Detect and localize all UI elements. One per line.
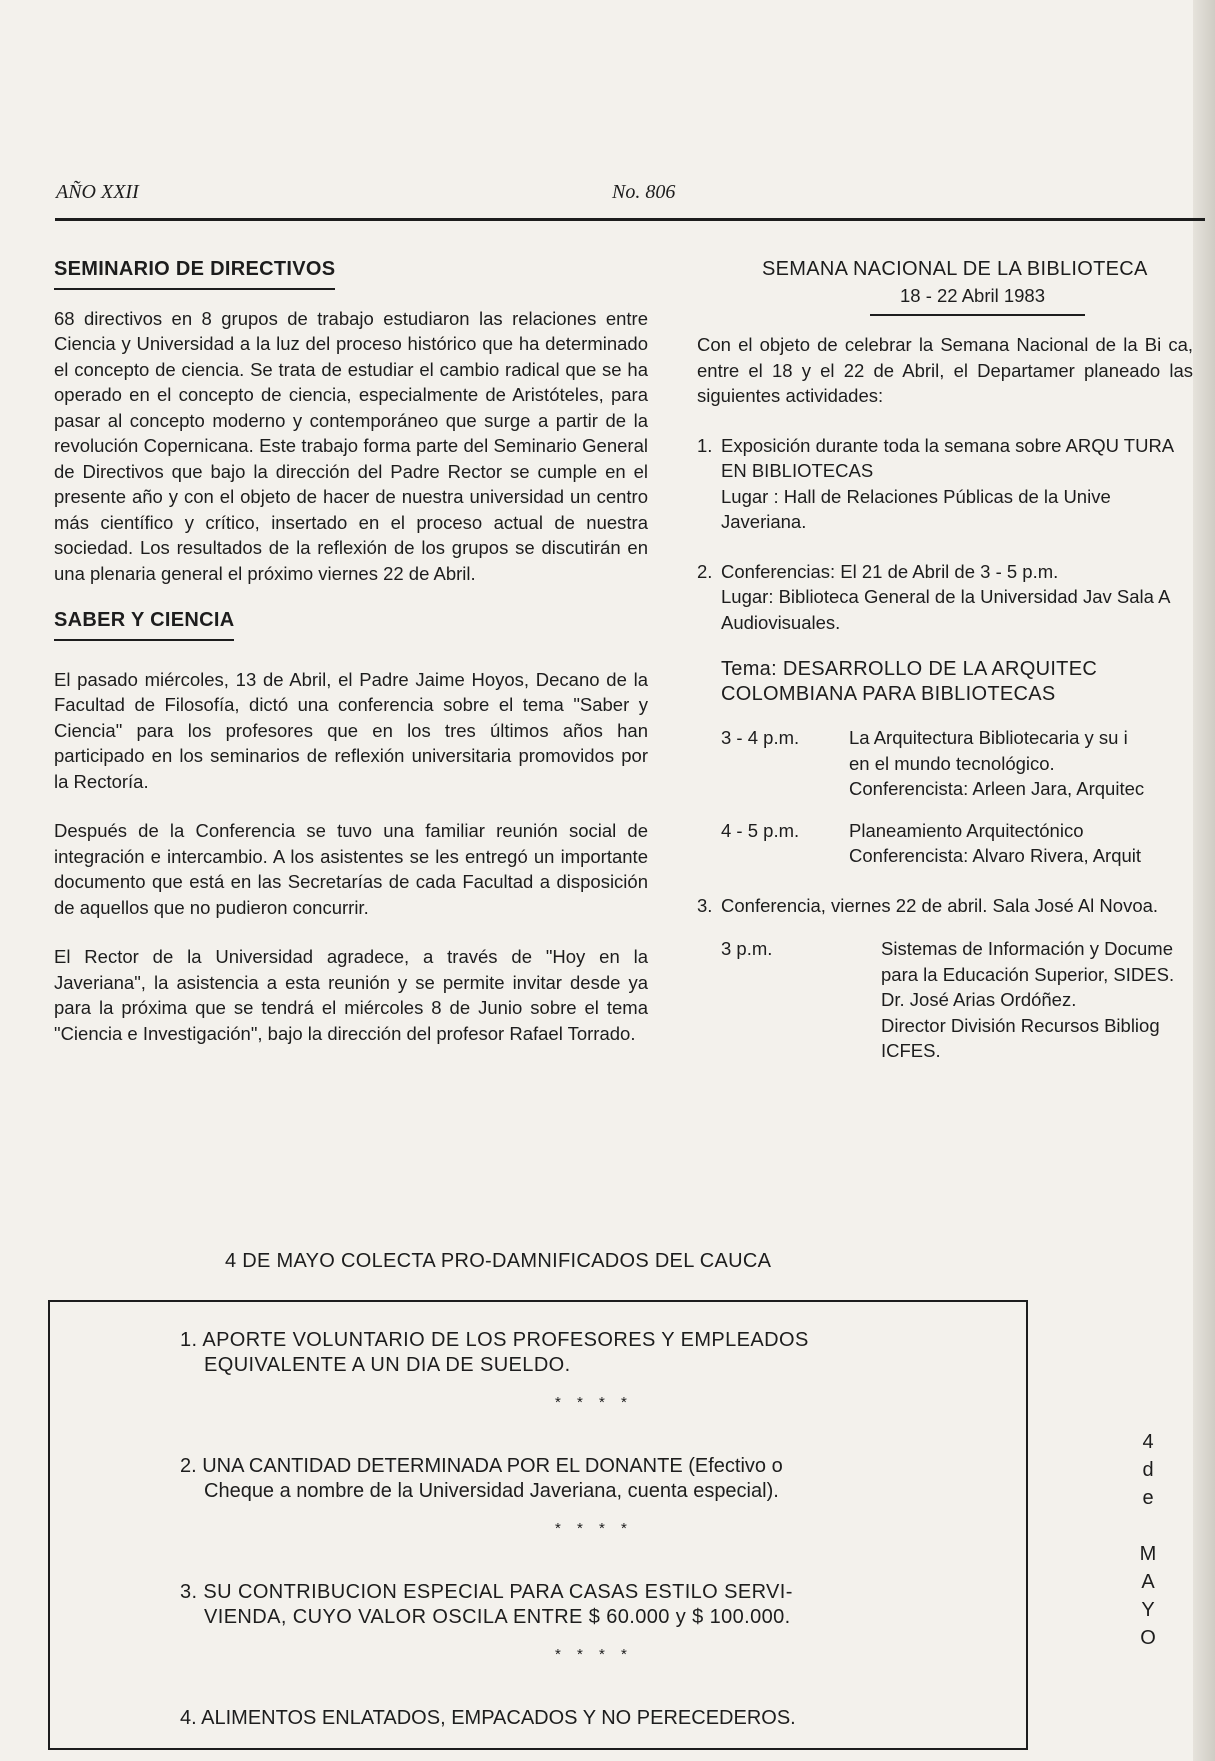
activity-2-place: Lugar: Biblioteca General de la Universidad Jav Sala A Audiovisuales. — [721, 586, 1170, 633]
separator-1: * * * * — [555, 1394, 633, 1411]
left-column — [54, 257, 648, 1046]
semana-dates: 18 - 22 Abril 1983 — [870, 283, 1085, 317]
semana-intro: Con el objeto de celebrar la Semana Nacional de la Bi ca, entre el 18 y el 22 de Abril, el Departamer planeado las siguientes actividades: — [697, 334, 1193, 406]
header-rule — [55, 218, 1205, 221]
saber-paragraph-3: El Rector de la Universidad agradece, a través de "Hoy en la Javeriana", la asistencia a esta reunión y se permite invitar desde ya para la próxima que se tendrá el miércoles 8 de Junio sobre el tema "Ciencia e Investigación", bajo la dirección del profesor Rafael Torrado. — [54, 946, 648, 1044]
session-3: 3 p.m. Sistemas de Información y Docume para la Educación Superior, SIDES. Dr. José Arias Ordóñez. Director División Recursos Bibliog ICFES. — [721, 938, 1175, 1061]
seminario-body: 68 directivos en 8 grupos de trabajo estudiaron las relaciones entre Ciencia y Universidad a la luz del proceso histórico que ha determinado el concepto de ciencia. Se trata de estudiar el cambio radical que se ha operado en el concepto de ciencia, especialmente de Aristóteles, para pasar al concepto moderno y contemporáneo que surge a partir de la revolución Copernicana. Este trabajo forma parte del Seminario General de Directivos que bajo la dirección del Padre Rector se cumple en el presente año y con el objeto de hacer de nuestra universidad un centro más científico y crítico, insertado en el proceso actual de nuestra sociedad. Los resultados de la reflexión de los grupos se discutirán en una plenaria general el próximo viernes 22 de Abril. — [54, 307, 648, 584]
separator-2: * * * * — [555, 1520, 633, 1537]
activity-1-text: Exposición durante toda la semana sobre ARQU TURA EN BIBLIOTECAS — [721, 434, 1174, 481]
activity-2-text: Conferencias: El 21 de Abril de 3 - 5 p.m. — [721, 560, 1059, 582]
activity-3: 3. Conferencia, viernes 22 de abril. Sala José Al Novoa. 3 p.m. Sistemas de Información y Docume para la Educación Superior, SIDES. Dr. José Arias Ordóñez. Director División Recursos Bibliog ICFES. — [697, 893, 1193, 1064]
seminario-title: SEMINARIO DE DIRECTIVOS — [54, 257, 648, 290]
activity-3-text: Conferencia, viernes 22 de abril. Sala José Al Novoa. — [721, 894, 1159, 916]
page-edge — [1193, 0, 1215, 1761]
session-1: 3 - 4 p.m. La Arquitectura Bibliotecaria y su i en el mundo tecnológico. Conferencista: Arleen Jara, Arquitec — [721, 727, 1145, 799]
colecta-title: 4 DE MAYO COLECTA PRO-DAMNIFICADOS DEL CAUCA — [225, 1250, 772, 1272]
colecta-item-3: 3. SU CONTRIBUCION ESPECIAL PARA CASAS ESTILO SERVI- VIENDA, CUYO VALOR OSCILA ENTRE $ 60.000 y $ 100.000. — [180, 1581, 793, 1628]
semana-heading — [697, 257, 1193, 316]
colecta-item-2: 2. UNA CANTIDAD DETERMINADA POR EL DONANTE (Efectivo o Cheque a nombre de la Universidad Javeriana, cuenta especial). — [180, 1455, 783, 1502]
saber-paragraph-2: Después de la Conferencia se tuvo una familiar reunión social de integración e intercambio. A los asistentes se les entregó un importante documento que está en las Secretarías de cada Facultad a disposición de aquellos que no pudieron concurrir. — [54, 820, 648, 918]
vertical-date: 4 d e M A Y O — [1139, 1431, 1157, 1649]
issue-year: AÑO XXII — [56, 181, 139, 203]
colecta-item-1: 1. APORTE VOLUNTARIO DE LOS PROFESORES Y EMPLEADOS EQUIVALENTE A UN DIA DE SUELDO. — [180, 1329, 809, 1376]
right-column — [697, 257, 1193, 1064]
saber-title: SABER Y CIENCIA — [54, 608, 648, 641]
colecta-item-4: 4. ALIMENTOS ENLATADOS, EMPACADOS Y NO PERECEDEROS. — [180, 1707, 796, 1729]
activity-1: 1. Exposición durante toda la semana sobre ARQU TURA EN BIBLIOTECAS Lugar : Hall de Relaciones Públicas de la Unive Javeriana. — [697, 433, 1193, 535]
issue-number: No. 806 — [612, 181, 676, 203]
colecta-box — [48, 1300, 1028, 1750]
activity-2: 2. Conferencias: El 21 de Abril de 3 - 5 p.m. Lugar: Biblioteca General de la Universidad Jav Sala A Audiovisuales. Tema: DESARROLLO DE LA ARQUITEC COLOMBIANA PARA BIBLIOTECAS 3 - 4 p.m. La Arquitectura Bibliotecaria y su i en el mundo tecnológico. Conferencista: Arleen Jara, Arquitec 4 - 5 p.m. Planeamiento Arquitectónico Conferencista: Alvaro Rivera, Arquit — [697, 559, 1193, 869]
separator-3: * * * * — [555, 1646, 633, 1663]
session-2: 4 - 5 p.m. Planeamiento Arquitectónico Conferencista: Alvaro Rivera, Arquit — [721, 819, 1142, 866]
activity-1-place: Lugar : Hall de Relaciones Públicas de la Unive Javeriana. — [721, 485, 1111, 532]
saber-paragraph-1: El pasado miércoles, 13 de Abril, el Padre Jaime Hoyos, Decano de la Facultad de Filosofía, dictó una conferencia sobre el tema "Saber y Ciencia" para los profesores que en los tres últimos años han participado en los seminarios de reflexión universitaria promovidos por la Rectoría. — [54, 668, 648, 792]
activity-2-tema: Tema: DESARROLLO DE LA ARQUITEC COLOMBIANA PARA BIBLIOTECAS — [721, 658, 1098, 705]
semana-title: SEMANA NACIONAL DE LA BIBLIOTECA — [762, 258, 1148, 280]
